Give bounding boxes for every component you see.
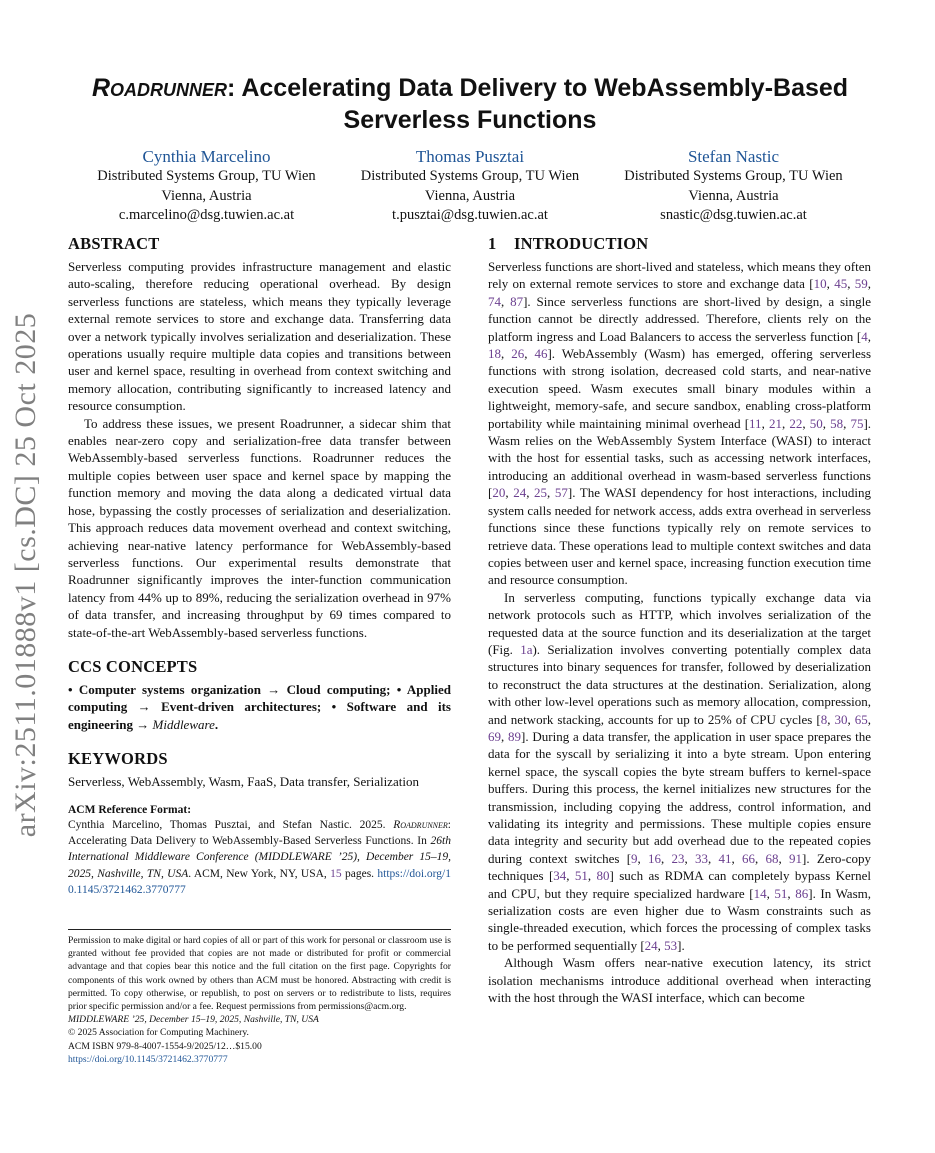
section-number: 1 (488, 234, 497, 253)
paragraph-text: , (684, 850, 696, 866)
paragraph-text: , (781, 415, 790, 431)
paragraph-text: , (867, 711, 872, 727)
ref-system: Roadrunner (393, 818, 448, 831)
paragraph-text: ]. Since serverless functions are short-lived by design, a single function cannot be directly addressed. Therefore, clients rely on the platform ingress and Load Balancers to access the serverless function [ (488, 293, 871, 344)
ref-authors: Cynthia Marcelino, Thomas Pusztai, and Stefan Nastic. 2025. (68, 818, 394, 831)
citation-link[interactable]: 69 (488, 728, 501, 744)
author-1 (75, 146, 338, 226)
citation-link[interactable]: 33 (695, 850, 709, 866)
citation-link[interactable]: 18 (488, 346, 501, 362)
title-rest: : Accelerating Data Delivery to WebAssembly-Based (227, 74, 849, 102)
citation-link[interactable]: 1a (520, 641, 533, 657)
ref-publisher: . ACM, New York, NY, USA, (188, 867, 331, 880)
ref-title: : Accelerating Data Delivery to WebAssembly-Based Serverless Functions. In (68, 818, 451, 847)
permission-conference: MIDDLEWARE ’25, December 15–19, 2025, Nashville, TN, USA (68, 1014, 319, 1026)
citation-link[interactable]: 9 (631, 850, 638, 866)
author-affiliation: Distributed Systems Group, TU Wien (360, 168, 580, 184)
citation-link[interactable]: 75 (850, 415, 864, 431)
permission-isbn: ACM ISBN 979-8-4007-1554-9/2025/12…$15.00 (68, 1040, 262, 1052)
author-location: Vienna, Austria (688, 187, 779, 204)
paragraph-text: , (731, 850, 743, 866)
paragraph-text: ]. WebAssembly (Wasm) has emerged, offering serverless functions with strong isolation, decreased cold starts, and near-native execution speed. Wasm executes small binary modules within a lightweight, memory-safe, and secure sandbox, enabling cross-platform portability while maintaining minimal overhead [ (488, 346, 871, 431)
acm-reference-heading: ACM Reference Format: (68, 803, 192, 816)
paragraph-text: In serverless computing, functions typically exchange data via network protocols such as HTTP, which involves serialization of the requested data at the source function and its deserialization at the target (Fig. (488, 589, 871, 657)
citation-link[interactable]: 21 (768, 415, 782, 431)
paragraph-text: , (637, 850, 649, 866)
ccs-text: • Computer systems organization → Cloud computing; • Applied computing → Event-driven architectures; • Software and its engineering → (68, 681, 451, 732)
author-name[interactable]: Thomas Pusztai (415, 147, 525, 166)
citation-link[interactable]: 68 (765, 850, 779, 866)
citation-link[interactable]: 58 (830, 415, 844, 431)
paragraph-text: , (822, 415, 831, 431)
citation-link[interactable]: 91 (789, 850, 803, 866)
paragraph-text: , (708, 850, 719, 866)
paragraph-text: , (787, 885, 796, 901)
paragraph-text: , (847, 276, 855, 292)
permission-doi-link[interactable]: https://doi.org/10.1145/3721462.3770777 (68, 1053, 228, 1065)
author-affiliation: Distributed Systems Group, TU Wien (97, 168, 316, 184)
arxiv-identifier: arXiv:2511.01888v1 [cs.DC] 25 Oct 2025 (9, 312, 42, 838)
introduction-heading (488, 234, 871, 254)
ref-doi-link[interactable]: https://doi.org/10.1145/3721462.3770777 (68, 867, 451, 897)
paragraph-text: , (802, 415, 810, 431)
citation-link[interactable]: 25 (534, 485, 548, 501)
author-name[interactable]: Stefan Nastic (687, 147, 780, 166)
paragraph-text: , (657, 937, 665, 953)
paragraph-text: , (524, 346, 535, 362)
acm-reference-text (68, 817, 451, 899)
citation-link[interactable]: 10 (813, 276, 827, 292)
citation-link[interactable]: 89 (508, 728, 522, 744)
citation-link[interactable]: 74 (488, 293, 501, 309)
introduction-paragraph-2 (488, 589, 871, 955)
author-block (75, 146, 865, 226)
citation-link[interactable]: 22 (789, 415, 803, 431)
ccs-concepts (68, 681, 451, 733)
abstract-paragraph-1: Serverless computing provides infrastructure management and elastic auto-scaling, therefore reducing operational overhead. By design serverless functions are stateless, which means they typically leverage external remote services to store and exchange data. Transferring data over a network typically involves serialization and deserialization. These operations usually require multiple data copies and transitions between user and kernel space, resulting in overhead from context switching and memory allocation, contributing significantly to increased latency and resource consumption. (68, 259, 451, 414)
citation-link[interactable]: 30 (834, 711, 848, 727)
ref-pages-link[interactable]: 15 (330, 867, 342, 880)
citation-link[interactable]: 86 (795, 885, 809, 901)
title-line2: Serverless Functions (343, 106, 597, 134)
paragraph-text: , (501, 346, 512, 362)
author-name[interactable]: Cynthia Marcelino (142, 147, 271, 166)
abstract-heading: ABSTRACT (68, 234, 160, 253)
paragraph-text: , (526, 485, 535, 501)
author-email: snastic@dsg.tuwien.ac.at (660, 207, 807, 223)
paragraph-text: ]. In Wasm, serialization costs are even higher due to Wasm constraints such as single-threaded execution, which forces the processing of complex tasks to be performed sequentially [ (488, 885, 871, 953)
citation-link[interactable]: 51 (774, 885, 788, 901)
citation-link[interactable]: 11 (749, 415, 762, 431)
citation-link[interactable]: 8 (820, 711, 828, 727)
paragraph-text: ]. The WASI dependency for host interactions, including system calls needed for network access, adds extra overhead in serverless functions since these functions typically rely on remote services to retrieve data. These operations lead to multiple context switches and data copies between user and kernel space, increasing function execution time and resource consumption. (488, 485, 872, 588)
system-name: Roadrunner (91, 74, 227, 102)
citation-link[interactable]: 87 (510, 293, 524, 309)
left-column (68, 234, 451, 899)
author-2 (339, 146, 602, 226)
citation-link[interactable]: 80 (596, 868, 610, 884)
citation-link[interactable]: 57 (554, 485, 568, 501)
permission-text: Permission to make digital or hard copies of all or part of this work for personal or classroom use is granted without fee provided that copies are not made or distributed for profit or commercial advantage and that copies bear this notice and the full citation on the first page. Copyrights for components of this work owned by others than ACM must be honored. Abstracting with credit is permitted. To copy otherwise, or republish, to post on servers or to redistribute to lists, requires prior specific permission and/or a fee. Request permissions from permissions@acm.org. (68, 935, 451, 1013)
paper-title (60, 72, 880, 136)
author-location: Vienna, Austria (161, 187, 252, 204)
introduction-paragraph-3: Although Wasm offers near-native execution latency, its strict isolation mechanisms introduce additional overhead when interacting with the host through the WASI interface, which can become (488, 955, 871, 1006)
citation-link[interactable]: 51 (574, 868, 588, 884)
citation-link[interactable]: 14 (753, 885, 767, 901)
paragraph-text: , (766, 885, 775, 901)
paragraph-text: , (867, 276, 872, 292)
citation-link[interactable]: 24 (513, 485, 527, 501)
arxiv-stamp (6, 290, 46, 860)
keywords-heading: KEYWORDS (68, 749, 168, 769)
permission-footnote (68, 929, 451, 1066)
paragraph-text: , (755, 850, 766, 866)
citation-link[interactable]: 53 (664, 937, 678, 953)
paragraph-text: ]. During a data transfer, the application in user space prepares the data for the syscall by serializing it into a byte stream. Upon entering kernel space, the syscall copies the byte stream buffers to kernel-space buffers. During this process, the kernel initializes new structures for the transmission, including copying the address, control information, and validating its integrity and permissions. These multiple copies ensure data integrity and security but add overhead due to the repeated copies during context switches [ (488, 728, 871, 866)
paragraph-text: , (827, 711, 835, 727)
paragraph-text: , (501, 728, 509, 744)
paragraph-text: ]. Zero-copy techniques [ (488, 850, 872, 884)
ref-pages-suffix: pages. (341, 867, 378, 880)
citation-link[interactable]: 34 (553, 868, 567, 884)
paragraph-text: ] such as RDMA can completely bypass Kernel and CPU, but they require specialized hardware [ (488, 868, 871, 901)
ccs-heading: CCS CONCEPTS (68, 656, 198, 676)
keywords-text: Serverless, WebAssembly, Wasm, FaaS, Data transfer, Serialization (68, 774, 419, 790)
citation-link[interactable]: 50 (809, 415, 823, 431)
paragraph-text: , (847, 711, 855, 727)
paragraph-text: , (661, 850, 672, 866)
paragraph-text: , (867, 328, 871, 344)
abstract-paragraph-2: To address these issues, we present Roadrunner, a sidecar shim that enables near-zero copy and serialization-free data transfer between WebAssembly-based serverless functions. Roadrunner reduces the multiple copies between user space and kernel space by mapping the function memory and moving the data along a dedicated virtual data hose, bypassing the costly processes of serialization and deserialization. This approach reduces data movement overhead and context switching, achieving near-native latency performance for WebAssembly-based serverless functions. Our experimental results demonstrate that Roadrunner significantly improves the inter-function communication latency from 44% up to 89%, reducing the serialization overhead in 97% of data transfer, and increasing throughput by 69 times compared to state-of-the-art WebAssembly-based serverless functions. (68, 415, 451, 640)
citation-link[interactable]: 24 (644, 937, 658, 953)
section-title: INTRODUCTION (514, 234, 649, 253)
paragraph-text: , (566, 868, 575, 884)
author-3 (602, 146, 865, 226)
paragraph-text: ). Serialization involves converting potentially complex data structures into binary sequences for transfer, followed by deserialization to reconstruct the data structures at the destination. Serialization, along with other low-level operations such as memory allocation, compression, and network stacking, accounts for up to 25% of CPU cycles [ (488, 641, 871, 727)
paragraph-text: , (505, 485, 514, 501)
citation-link[interactable]: 4 (861, 328, 868, 344)
citation-link[interactable]: 41 (718, 850, 732, 866)
paragraph-text: ]. Wasm relies on the WebAssembly System Interface (WASI) to interact with the host for essential tasks, such as accessing network interfaces, introducing an additional overhead in wasm-based serverless functions [ (488, 415, 872, 501)
right-column (488, 234, 871, 1006)
citation-link[interactable]: 20 (492, 485, 506, 501)
paragraph-text: , (501, 293, 511, 309)
citation-link[interactable]: 26 (511, 346, 525, 362)
author-email: c.marcelino@dsg.tuwien.ac.at (118, 207, 295, 223)
author-email: t.pusztai@dsg.tuwien.ac.at (392, 207, 548, 223)
ccs-end: . (214, 716, 219, 732)
introduction-paragraph-1 (488, 258, 871, 589)
citation-link[interactable]: 45 (834, 276, 848, 292)
citation-link[interactable]: 23 (671, 850, 685, 866)
citation-link[interactable]: 16 (648, 850, 662, 866)
paragraph-text: ]. (677, 937, 685, 953)
paragraph-text: , (587, 868, 597, 884)
paragraph-text: , (778, 850, 790, 866)
author-location: Vienna, Austria (424, 187, 516, 204)
paragraph-text: , (761, 415, 769, 431)
paragraph-text: , (843, 415, 851, 431)
ref-venue: 26th International Middleware Conference (MIDDLEWARE ’25), December 15–19, 2025, Nashville, TN, USA (68, 834, 451, 880)
citation-link[interactable]: 66 (742, 850, 756, 866)
citation-link[interactable]: 65 (854, 711, 868, 727)
paragraph-text: , (547, 485, 555, 501)
permission-copyright: © 2025 Association for Computing Machinery. (68, 1027, 249, 1039)
citation-link[interactable]: 59 (854, 276, 868, 292)
ccs-middleware: Middleware (152, 716, 215, 732)
paragraph-text: Serverless functions are short-lived and stateless, which means they often rely on external remote services to store and exchange data [ (488, 259, 871, 292)
citation-link[interactable]: 46 (534, 346, 548, 362)
paragraph-text: , (826, 276, 835, 292)
author-affiliation: Distributed Systems Group, TU Wien (624, 168, 843, 184)
